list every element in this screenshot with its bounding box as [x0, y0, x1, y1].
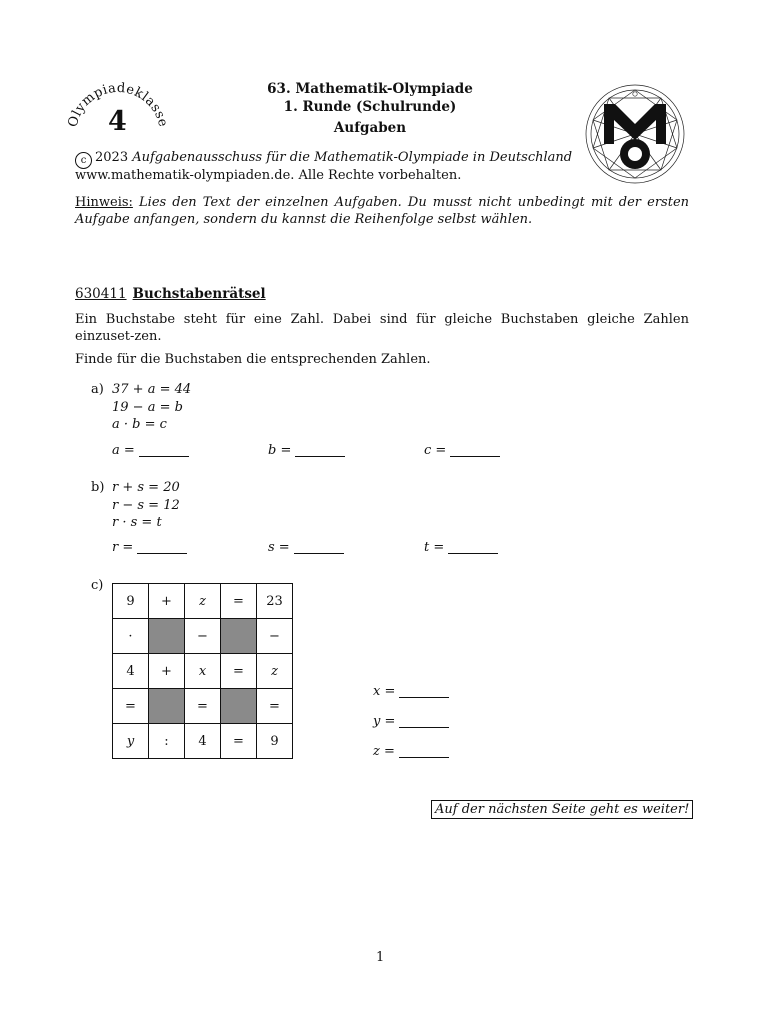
part-b-eq1: r + s = 20	[112, 480, 180, 495]
answer-c: c =	[424, 443, 500, 458]
part-a-label: a)	[91, 382, 104, 397]
copyright-line	[75, 149, 572, 169]
part-a-eq3: a · b = c	[112, 417, 167, 432]
answer-x-blank[interactable]	[399, 685, 449, 698]
answer-r-blank[interactable]	[137, 541, 187, 554]
task-heading	[75, 286, 266, 302]
grid-cell: z	[257, 654, 293, 689]
grid-cell: −	[185, 619, 221, 654]
grid-cell: ·	[113, 619, 149, 654]
grid-cell: =	[221, 584, 257, 619]
grid-cell-shaded	[149, 619, 185, 654]
part-b-eq2: r − s = 12	[112, 498, 180, 513]
grid-cell-shaded	[149, 689, 185, 724]
grid-cell: =	[221, 654, 257, 689]
grade-arc-text: Olympiadeklasse	[65, 80, 171, 129]
part-a-eq2: 19 − a = b	[112, 400, 183, 415]
copyright-year: 2023	[95, 150, 129, 165]
website-line: www.mathematik-olympiaden.de. Alle Rechte vorbehalten.	[75, 168, 462, 183]
part-b-label: b)	[91, 480, 105, 495]
copyright-symbol: c	[75, 152, 92, 169]
grid-cell: +	[149, 654, 185, 689]
task-title: Buchstabenrätsel	[132, 286, 266, 302]
grid-cell: =	[257, 689, 293, 724]
answer-a: a =	[112, 443, 189, 458]
grid-cell: 23	[257, 584, 293, 619]
olympiad-logo	[582, 84, 688, 184]
copyright-holder: Aufgabenausschuss für die Mathematik-Olympiade in Deutschland	[132, 150, 573, 165]
next-page-note: Auf der nächsten Seite geht es weiter!	[431, 800, 693, 819]
answer-a-blank[interactable]	[139, 444, 189, 457]
grid-cell: −	[257, 619, 293, 654]
grid-cell: x	[185, 654, 221, 689]
tasks-subtitle: Aufgaben	[333, 120, 407, 136]
answer-s: s =	[268, 540, 344, 555]
page-number: 1	[376, 950, 385, 965]
answer-t: t =	[424, 540, 498, 555]
answer-s-blank[interactable]	[294, 541, 344, 554]
part-c-label: c)	[91, 578, 104, 593]
grade-number: 4	[108, 106, 127, 137]
grid-cell: y	[113, 724, 149, 759]
grid-cell: +	[149, 584, 185, 619]
grid-cell: 4	[113, 654, 149, 689]
grid-cell: 9	[113, 584, 149, 619]
grid-cell: 4	[185, 724, 221, 759]
answer-t-blank[interactable]	[448, 541, 498, 554]
answer-r: r =	[112, 540, 187, 555]
answer-y: y =	[373, 714, 449, 729]
grid-cell: =	[185, 689, 221, 724]
grid-cell-shaded	[221, 619, 257, 654]
task-intro: Ein Buchstabe steht für eine Zahl. Dabei sind für gleiche Buchstaben gleiche Zahlen einzuset-zen.	[75, 312, 689, 344]
grid-cell: :	[149, 724, 185, 759]
part-a-eq1: 37 + a = 44	[112, 382, 192, 397]
task-id: 630411	[75, 286, 127, 302]
task-instruction: Finde für die Buchstaben die entsprechenden Zahlen.	[75, 352, 431, 367]
answer-z-blank[interactable]	[399, 745, 449, 758]
answer-z: z =	[373, 744, 449, 759]
grid-cell: =	[221, 724, 257, 759]
answer-c-blank[interactable]	[450, 444, 500, 457]
round-title: 1. Runde (Schulrunde)	[283, 99, 457, 115]
grid-cell-shaded	[221, 689, 257, 724]
hint-text: Lies den Text der einzelnen Aufgaben. Du musst nicht unbedingt mit der ersten Aufgabe anfangen, sondern du kannst die Reihenfolge selbst wählen.	[75, 195, 690, 227]
answer-y-blank[interactable]	[399, 715, 449, 728]
part-b-eq3: r · s = t	[112, 515, 162, 530]
cross-number-grid	[112, 583, 293, 759]
olympiad-title: 63. Mathematik-Olympiade	[267, 81, 473, 97]
grid-cell: 9	[257, 724, 293, 759]
hint-block	[75, 194, 689, 228]
answer-b: b =	[268, 443, 345, 458]
answer-x: x =	[373, 684, 449, 699]
grid-cell: =	[113, 689, 149, 724]
answer-b-blank[interactable]	[295, 444, 345, 457]
grid-cell: z	[185, 584, 221, 619]
hint-label: Hinweis:	[75, 195, 133, 210]
